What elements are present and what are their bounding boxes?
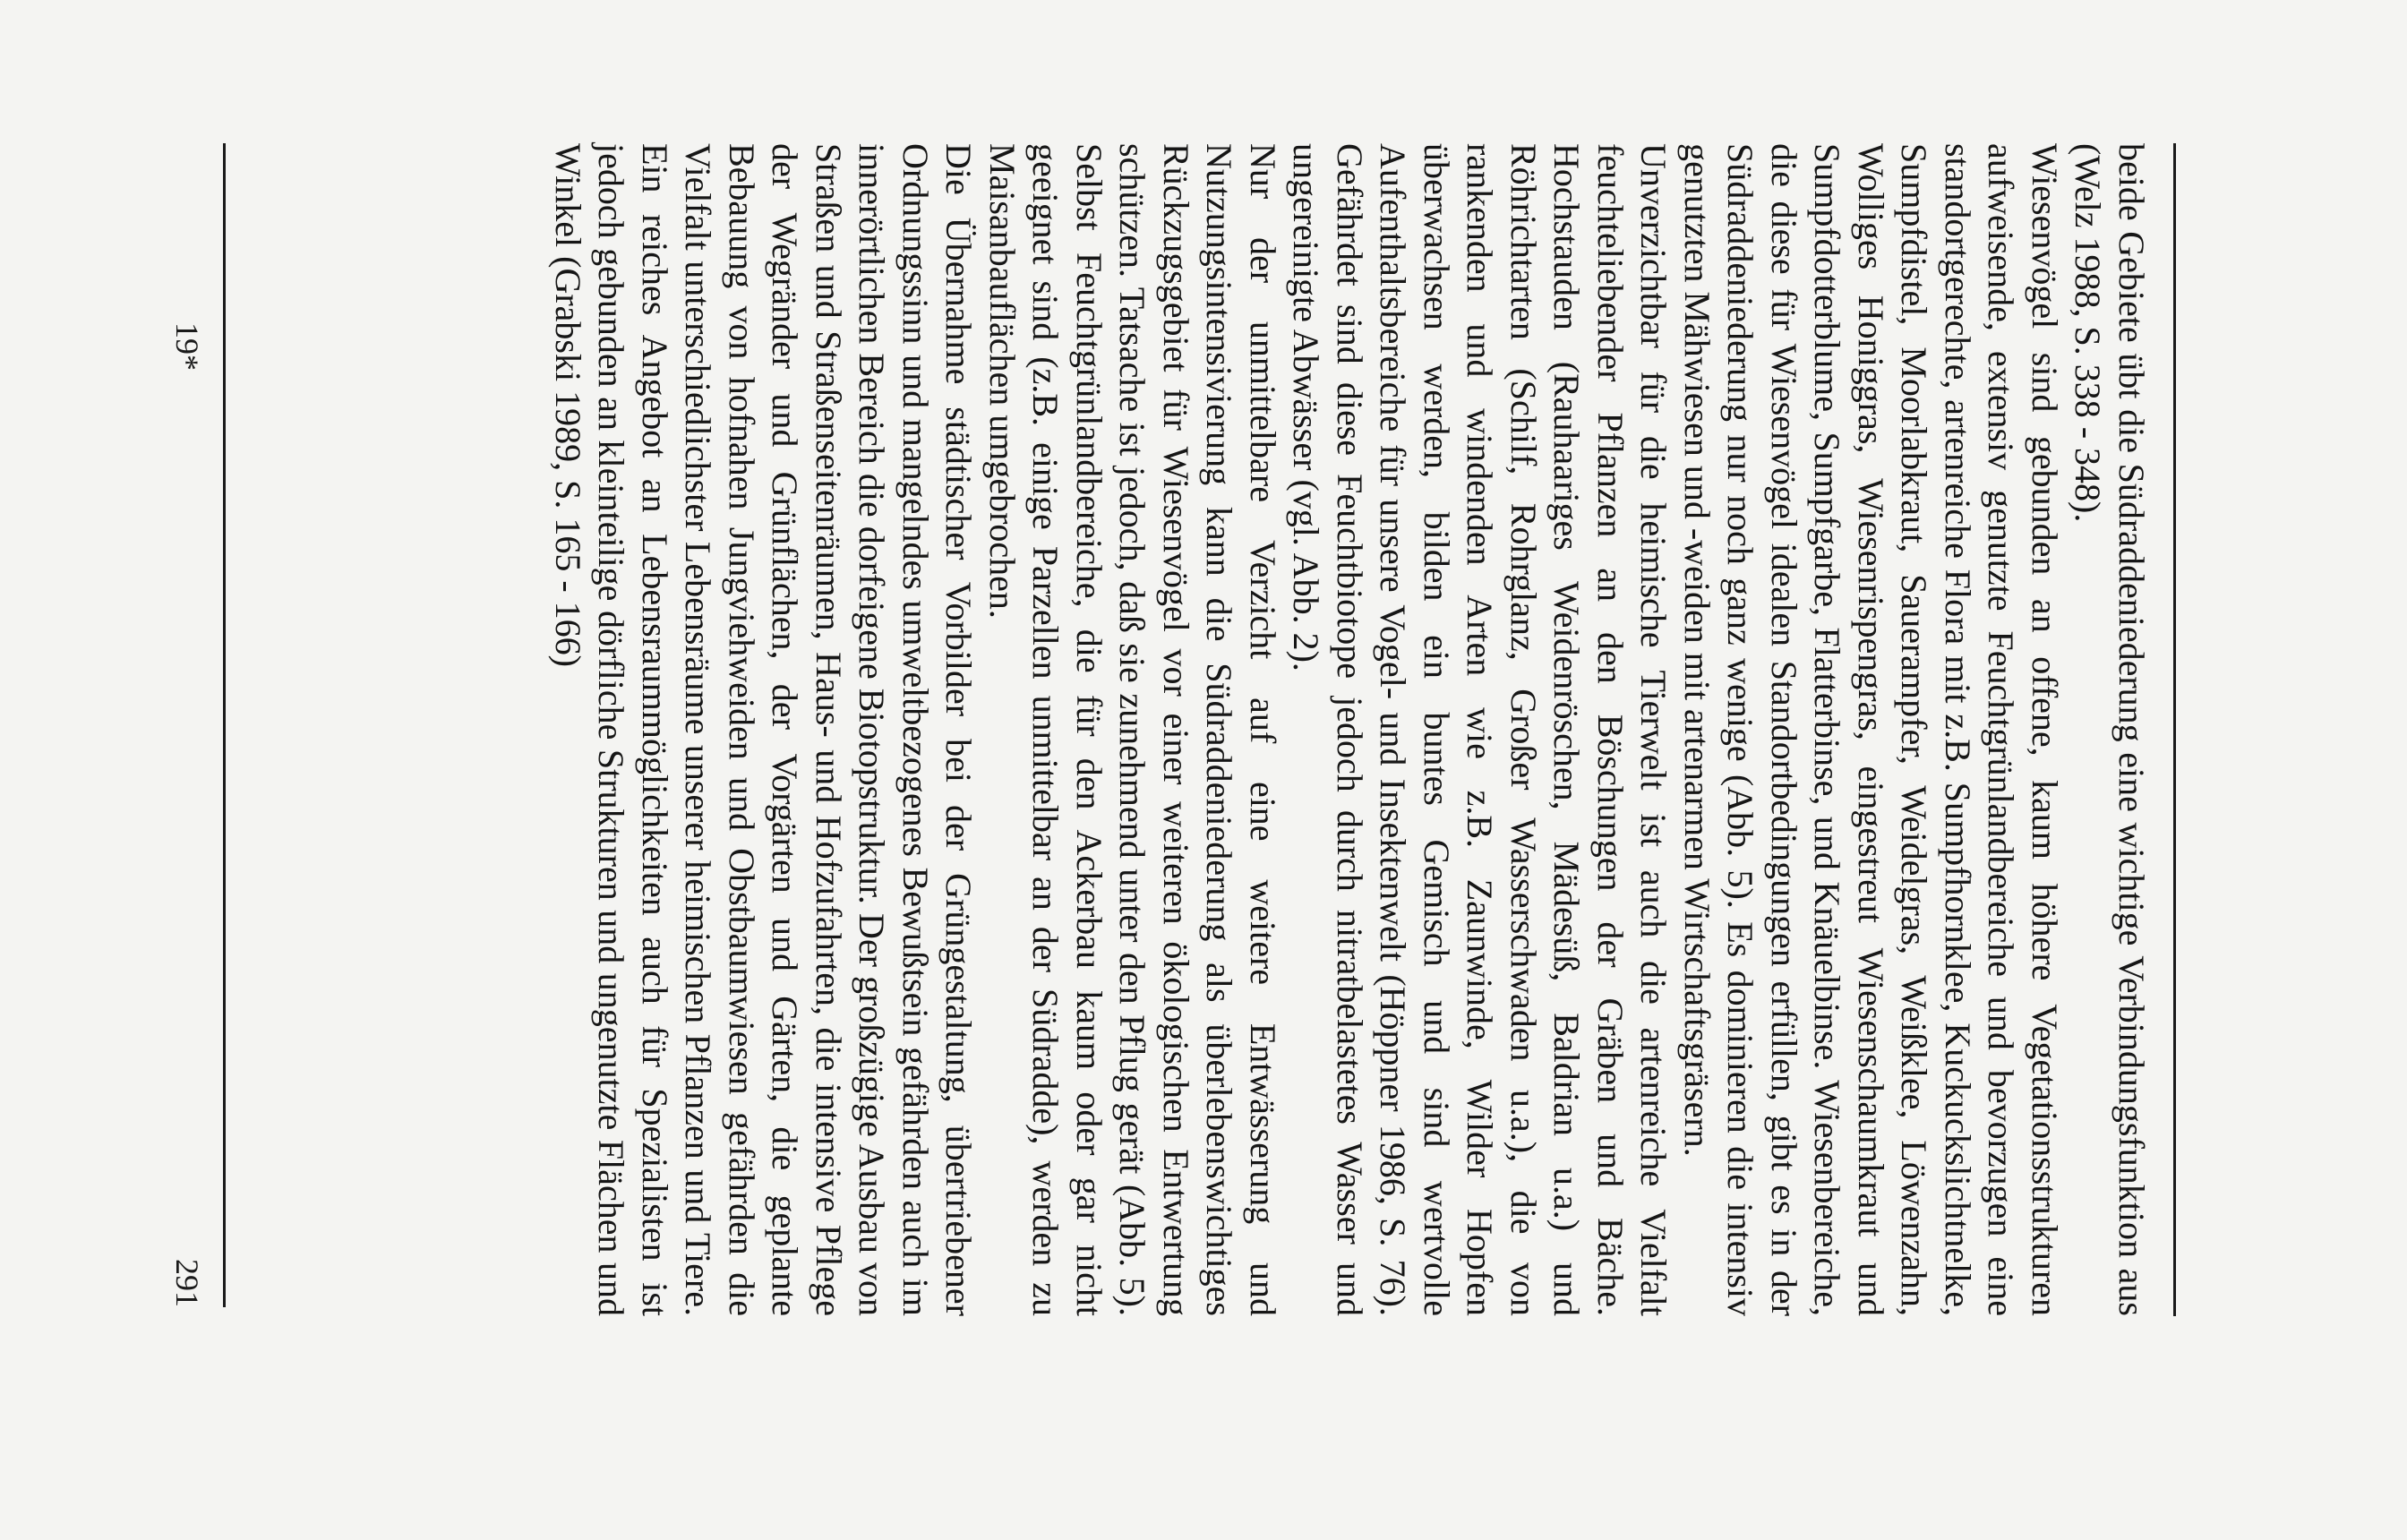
body-text (546, 143, 2154, 1316)
page-footer (152, 143, 206, 1307)
printer-signature: 19* (169, 322, 205, 371)
paragraph-2: Wiesenvögel sind gebunden an offene, kaum höhere Vegetationsstrukturen aufweisende, extensiv genutzte Feuchtgrünlandbereiche und bevorzugen eine standortgerechte, artenreiche Flora mit z.B. Sumpfhornklee, Kuckuckslichtnelke, Sumpfdistel, Moorlabkraut, Sauerampfer, Weidelgras, Weißklee, Löwenzahn, Wolliges Honiggras, Wiesenrispengras, eingestreut Wiesenschaumkraut und Sumpfdotterblume, Sumpfgarbe, Flatterbinse, und Knäuelbinse. Wiesenbereiche, die diese für Wiesenvögel idealen Standortbedingungen erfüllen, gibt es in der Südraddeniederung nur noch ganz wenige (Abb. 5). Es dominieren die intensiv genutzten Mähwiesen und -weiden mit artenarmen Wirtschaftsgräsern. (1677, 143, 2065, 1316)
paragraph-3: Unverzichtbar für die heimische Tierwelt ist auch die artenreiche Vielfalt feuchteliebender Pflanzen an den Böschungen der Gräben und Bäche. Hochstauden (Rauhaariges Weidenröschen, Mädesüß, Baldrian u.a.) und Röhrichtarten (Schilf, Rohrglanz, Großer Wasserschwaden u.a.), die von rankenden und windenden Arten wie z.B. Zaunwinde, Wilder Hopfen überwachsen werden, bilden ein buntes Gemisch und sind wertvolle Aufenthaltsbereiche für unsere Vogel- und Insektenwelt (Höppner 1986, S. 76). Gefährdet sind diese Feuchtbiotope jedoch durch nitratbelastetes Wasser und ungereinigte Abwässer (vgl. Abb. 2). (1286, 143, 1675, 1316)
rotated-page (0, 54, 2185, 1531)
paragraph-5: Die Übernahme städtischer Vorbilder bei der Grüngestaltung, übertriebener Ordnungssinn und mangelndes umweltbezogenes Bewußtsein gefährden auch im innerörtlichen Bereich die dorfeigene Biotopstruktur. Der großzügige Ausbau von Straßen und Straßenseitenräumen, Haus- und Hofzufahrten, die intensive Pflege der Wegränder und Grünflächen, der Vorgärten und Gärten, die geplante Bebauung von hofnahen Jungviehweiden und Obstbaumwiesen gefährden die Vielfalt unterschiedlichster Lebensräume unserer heimischen Pflanzen und Tiere. Ein reiches Angebot an Lebensraummöglichkeiten auch für Spezialisten ist jedoch gebunden an kleinteilige dörfliche Strukturen und ungenutzte Flächen und Winkel (Grabski 1989, S. 165 - 166) (548, 143, 980, 1316)
paragraph-1: beide Gebiete übt die Südraddeniederung eine wichtige Verbindungsfunktion aus (Welz 1988, S. 338 - 348). (2068, 143, 2152, 1316)
bottom-rule (223, 143, 226, 1307)
page-number: 291 (169, 1259, 205, 1307)
top-rule (2173, 143, 2176, 1316)
paragraph-4: Nur der unmittelbare Verzicht auf eine weitere Entwässerung und Nutzungsintensivierung kann die Südraddeniederung als überlebenswichtiges Rückzugsgebiet für Wiesenvögel vor einer weiteren ökologischen Entwertung schützen. Tatsache ist jedoch, daß sie zunehmend unter den Pflug gerät (Abb. 5). Selbst Feuchtgrünlandbereiche, die für den Ackerbau kaum oder gar nicht geeignet sind (z.B. einige Parzellen unmittelbar an der Südradde), werden zu Maisanbauflächen umgebrochen. (982, 143, 1283, 1316)
